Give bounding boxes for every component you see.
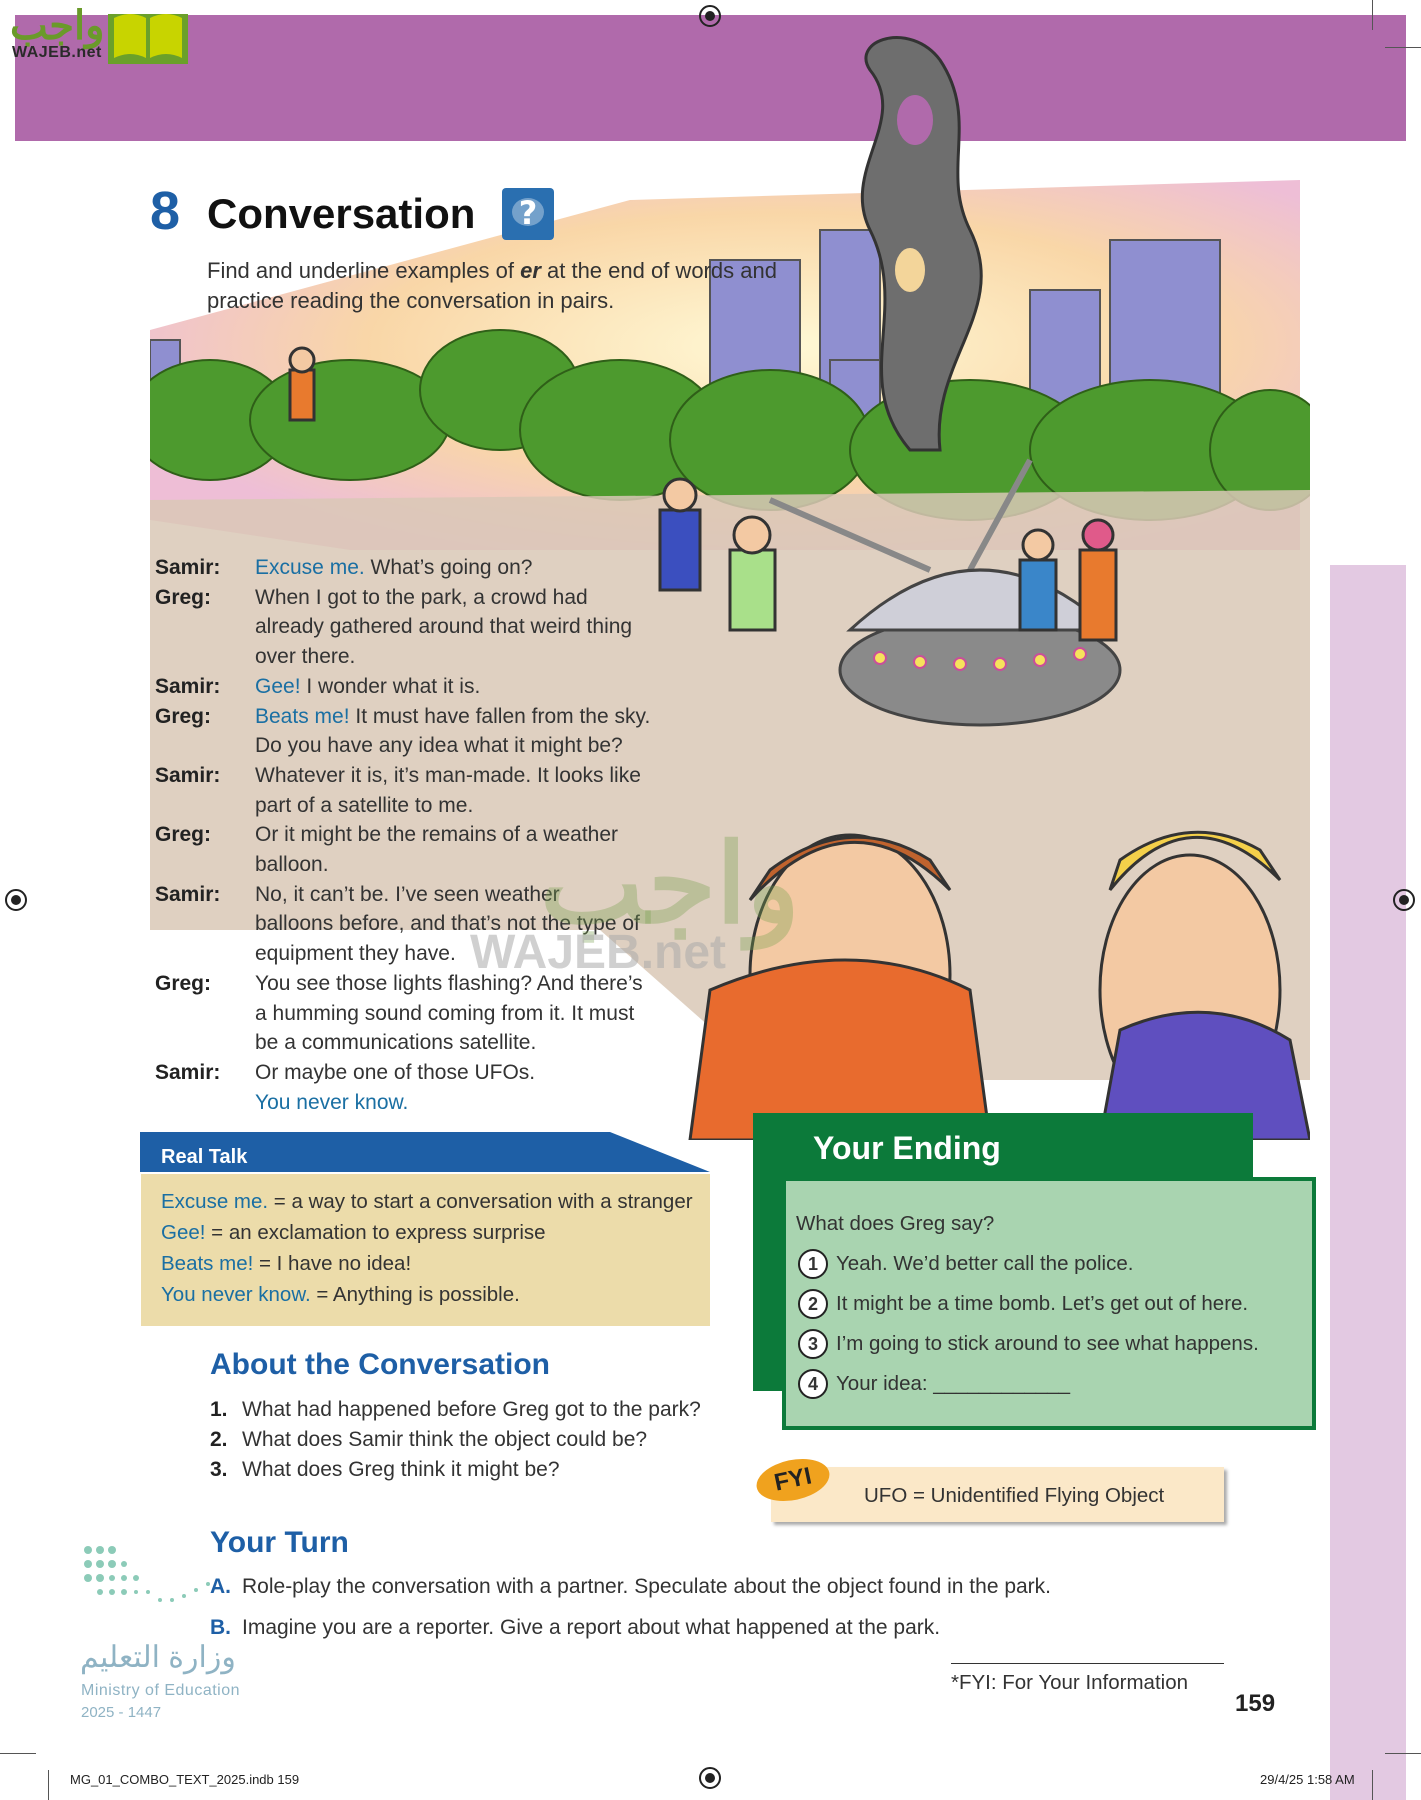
speaker-label <box>155 1028 255 1058</box>
section-number: 8 <box>150 181 181 241</box>
utterance: balloon. <box>255 853 329 877</box>
real-talk-item: Gee! = an exclamation to express surprise <box>161 1221 546 1244</box>
question-item: 3. What does Greg think it might be? <box>210 1458 560 1481</box>
ending-option: 2 It might be a time bomb. Let’s get out of here. <box>798 1289 1248 1319</box>
real-talk-item: Beats me! = I have no idea! <box>161 1252 412 1275</box>
dialogue-line <box>155 761 715 791</box>
registration-mark-right <box>1393 889 1415 911</box>
registration-mark-top <box>699 5 721 27</box>
crop-mark <box>1385 1753 1421 1754</box>
footnote: *FYI: For Your Information <box>951 1671 1189 1694</box>
speaker-label <box>155 850 255 880</box>
utterance: be a communications satellite. <box>255 1031 537 1055</box>
dialogue-line <box>155 583 715 613</box>
utterance: a humming sound coming from it. It must <box>255 1001 635 1025</box>
dialogue-line <box>155 1028 715 1058</box>
real-talk-title: Real Talk <box>161 1146 248 1168</box>
utterance: part of a satellite to me. <box>255 793 474 817</box>
utterance: Whatever it is, it’s man-made. It looks like <box>255 763 641 787</box>
watermark-arabic: واجب <box>540 823 800 946</box>
your-ending-prompt: What does Greg say? <box>796 1212 995 1235</box>
dialogue-line <box>155 642 715 672</box>
speaker-label: Samir: <box>155 1060 221 1084</box>
speaker-label: Greg: <box>155 704 212 728</box>
utterance: Or maybe one of those UFOs. <box>255 1060 536 1084</box>
utterance: balloons before, and that’s not the type of <box>255 912 640 936</box>
utterance: over there. <box>255 645 356 669</box>
utterance: You never know. <box>255 1090 409 1114</box>
speaker-label <box>155 909 255 939</box>
ministry-dots-icon <box>80 1540 230 1610</box>
utterance: Or it might be the remains of a weather <box>255 823 618 847</box>
question-icon <box>500 186 556 242</box>
crop-mark <box>0 1753 36 1754</box>
speaker-label <box>155 642 255 672</box>
ministry-year: 2025 - 1447 <box>81 1704 162 1721</box>
speaker-label: Greg: <box>155 585 212 609</box>
utterance: When I got to the park, a crowd had <box>255 585 588 609</box>
ministry-arabic: وزارة التعليم <box>80 1641 236 1674</box>
task-item: A. Role-play the conversation with a partner. Speculate about the object found in the park. <box>210 1575 1052 1598</box>
fyi-badge: FYI <box>753 1453 834 1508</box>
registration-mark-left <box>5 889 27 911</box>
speaker-label: Samir: <box>155 763 221 787</box>
ending-option: 1 Yeah. We’d better call the police. <box>798 1249 1133 1279</box>
utterance: You see those lights flashing? And there’s <box>255 971 643 995</box>
dialogue-line <box>155 1088 715 1118</box>
speaker-label <box>155 612 255 642</box>
utterance: No, it can’t be. I’ve seen weather <box>255 882 560 906</box>
section-title: Conversation <box>207 190 476 237</box>
your-turn-title: Your Turn <box>210 1526 349 1559</box>
task-item: B. Imagine you are a reporter. Give a report about what happened at the park. <box>210 1616 941 1639</box>
question-item: 1. What had happened before Greg got to the park? <box>210 1398 701 1421</box>
ending-option: 4 Your idea: ____________ <box>798 1369 1070 1399</box>
side-band <box>1330 565 1406 1800</box>
dialogue-line <box>155 672 715 702</box>
utterance: Beats me! It must have fallen from the sky. <box>255 704 651 728</box>
dialogue-line <box>155 612 715 642</box>
svg-text:?: ? <box>518 194 538 232</box>
section-instruction: Find and underline examples of er at the end of words and practice reading the conversation in pairs. <box>207 258 777 313</box>
print-slug-date: 29/4/25 1:58 AM <box>1260 1772 1355 1787</box>
utterance: Gee! I wonder what it is. <box>255 674 481 698</box>
ministry-english: Ministry of Education <box>81 1682 241 1699</box>
utterance: Do you have any idea what it might be? <box>255 734 623 758</box>
speaker-label: Samir: <box>155 674 221 698</box>
your-ending-title: Your Ending <box>813 1130 1001 1166</box>
crop-mark <box>1372 1770 1373 1800</box>
crop-mark <box>1385 47 1421 48</box>
question-item: 2. What does Samir think the object could be? <box>210 1428 648 1451</box>
crop-mark <box>48 1770 49 1800</box>
speaker-label <box>155 731 255 761</box>
real-talk-item: Excuse me. = a way to start a conversation with a stranger <box>161 1190 693 1213</box>
speaker-label: Greg: <box>155 971 212 995</box>
speaker-label: Samir: <box>155 882 221 906</box>
speaker-label: Greg: <box>155 823 212 847</box>
footnote-rule <box>951 1663 1224 1664</box>
dialogue-line <box>155 1058 715 1088</box>
speaker-label <box>155 939 255 969</box>
dialogue-line <box>155 791 715 821</box>
crop-mark <box>1372 0 1373 30</box>
page-number: 159 <box>1235 1690 1276 1717</box>
ending-option: 3 I’m going to stick around to see what happens. <box>798 1329 1259 1359</box>
speaker-label <box>155 1088 255 1118</box>
real-talk-item: You never know. = Anything is possible. <box>161 1283 520 1306</box>
dialogue-line <box>155 702 715 732</box>
fyi-text: UFO = Unidentified Flying Object <box>864 1484 1165 1507</box>
dialogue-line <box>155 553 715 583</box>
logo-arabic: واجب <box>10 4 105 48</box>
print-slug-file: MG_01_COMBO_TEXT_2025.indb 159 <box>70 1772 300 1787</box>
logo-latin: WAJEB.net <box>12 44 102 61</box>
dialogue-line <box>155 999 715 1029</box>
utterance: already gathered around that weird thing <box>255 615 633 639</box>
dialogue-line <box>155 731 715 761</box>
speaker-label <box>155 791 255 821</box>
utterance: Excuse me. What’s going on? <box>255 556 533 579</box>
registration-mark-bottom <box>699 1767 721 1789</box>
watermark-latin: WAJEB.net <box>470 926 727 979</box>
speaker-label: Samir: <box>155 556 221 579</box>
about-title: About the Conversation <box>210 1348 551 1381</box>
utterance: equipment they have. <box>255 942 456 966</box>
real-talk-box <box>141 1174 710 1326</box>
speaker-label <box>155 999 255 1029</box>
